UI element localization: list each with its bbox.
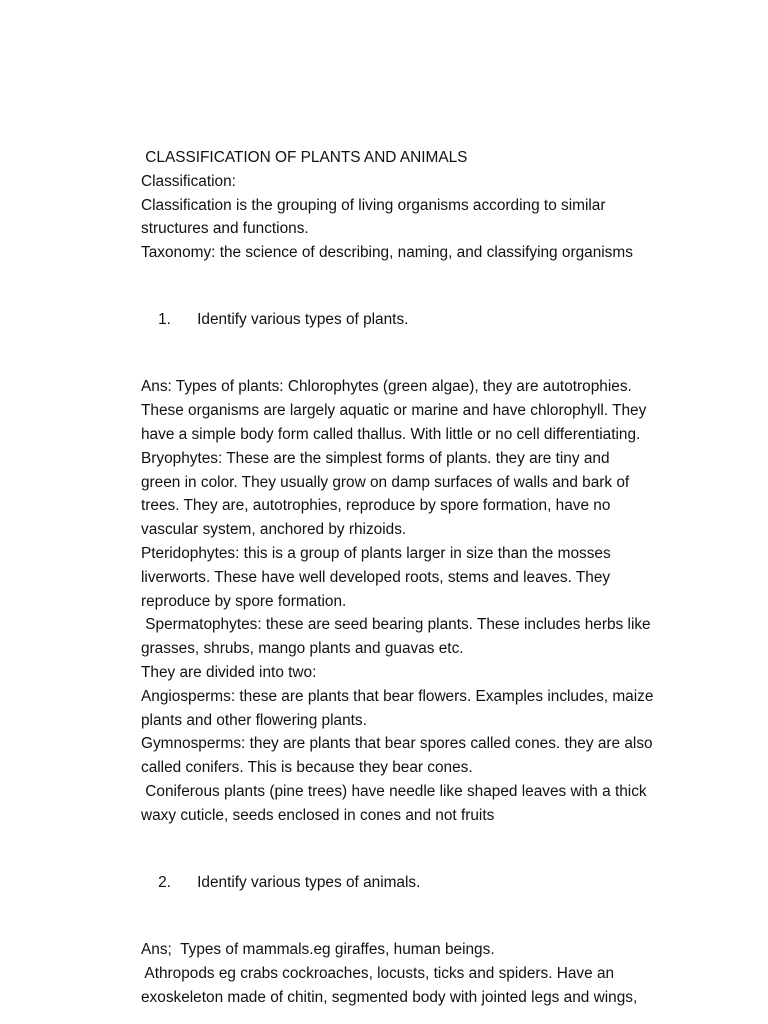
question-text: Identify various types of plants.	[197, 311, 409, 329]
answer-1	[141, 375, 701, 827]
answer-line: These organisms are largely aquatic or marine and have chlorophyll. They	[141, 402, 647, 420]
intro-line: Classification:	[141, 172, 236, 190]
intro-line: structures and functions.	[141, 220, 309, 238]
answer-line: called conifers. This is because they bear cones.	[141, 759, 473, 777]
answer-line: Angiosperms: these are plants that bear flowers. Examples includes, maize	[141, 687, 654, 705]
answer-line: They are divided into two:	[141, 663, 317, 681]
answer-line: Athropods eg crabs cockroaches, locusts, ticks and spiders. Have an	[141, 964, 615, 982]
answer-line: grasses, shrubs, mango plants and guavas etc.	[141, 640, 464, 658]
answer-line: Gymnosperms: they are plants that bear spores called cones. they are also	[141, 735, 653, 753]
question-text: Identify various types of animals.	[197, 873, 421, 891]
answer-line: waxy cuticle, seeds enclosed in cones and not fruits	[141, 806, 495, 824]
answer-line: Ans: Types of plants: Chlorophytes (green algae), they are autotrophies.	[141, 378, 632, 396]
answer-line: Pteridophytes: this is a group of plants larger in size than the mosses	[141, 544, 611, 562]
question-1	[141, 284, 701, 355]
intro-line: Taxonomy: the science of describing, naming, and classifying organisms	[141, 244, 633, 262]
answer-line: green in color. They usually grow on damp surfaces of walls and bark of	[141, 473, 630, 491]
answer-2	[141, 938, 701, 1009]
answer-line: liverworts. These have well developed roots, stems and leaves. They	[141, 568, 611, 586]
answer-line: reproduce by spore formation.	[141, 592, 347, 610]
document-page	[141, 146, 701, 1009]
answer-line: trees. They are, autotrophies, reproduce by spore formation, have no	[141, 497, 611, 515]
answer-line: have a simple body form called thallus. With little or no cell differentiating.	[141, 425, 641, 443]
answer-line: Coniferous plants (pine trees) have needle like shaped leaves with a thick	[141, 782, 647, 800]
question-number: 1.	[158, 311, 171, 329]
intro-section	[141, 170, 701, 265]
question-number: 2.	[158, 873, 171, 891]
answer-line: Bryophytes: These are the simplest forms of plants. they are tiny and	[141, 449, 610, 467]
answer-line: Spermatophytes: these are seed bearing plants. These includes herbs like	[141, 616, 651, 634]
answer-line: plants and other flowering plants.	[141, 711, 367, 729]
answer-line: vascular system, anchored by rhizoids.	[141, 521, 407, 539]
answer-line: exoskeleton made of chitin, segmented body with jointed legs and wings,	[141, 988, 638, 1006]
document-title: CLASSIFICATION OF PLANTS AND ANIMALS	[141, 149, 468, 166]
question-2	[141, 847, 701, 918]
answer-line: Ans; Types of mammals.eg giraffes, human beings.	[141, 940, 495, 958]
intro-line: Classification is the grouping of living organisms according to similar	[141, 196, 606, 214]
